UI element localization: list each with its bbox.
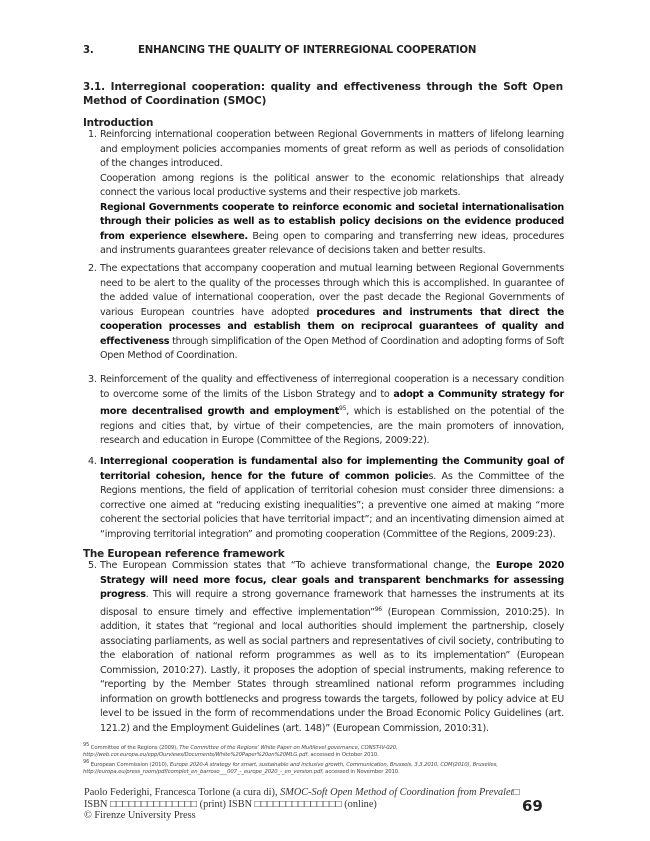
item-paragraph: The European Commission states that “To achieve transformational change, the Europe 2020 Strategy will need more focus, clear goals and transparent benchmarks for assessing progress. This will require a strong governance framework that harnesses the instruments at its disposal to ensure timely and effective implementation”$^{96}$ (European Commission, 2010:25). In addition, it states that “regional and local authorities should implement the partnership, closely associating parliaments, as well as social partners and representatives of civil society, contributing to the elaboration of national reform programmes as well as to its implementation” (European Commission, 2010:27). Lastly, it proposes the adoption of special instruments, making reference to “reporting by the Member States through streamlined national reform programmes including information on growth bottlenecks and progress towards the targets, followed by policy advice at EU level to be issued in the form of recommendations under the Broad Economic Policy Guidelines (art. 121.2) and the Employment Guidelines (art. 148)” (European Commission, 2010:31). <box>100 560 565 734</box>
item-number: 1. <box>88 129 97 140</box>
item-number: 3. <box>88 374 97 385</box>
item-paragraph: The expectations that accompany cooperation and mutual learning between Regional Governments need to be alert to the quality of the processes through which this is accomplished. In guarantee of the added value of international cooperation, over the past decade the Regional Governments of various European countries have adopted procedures and instruments that direct the cooperation processes and establish them on reciprocal guarantees of quality and effectiveness through simplification of the Open Method of Coordination and adopting forms of Soft Open Method of Coordination. <box>100 263 564 361</box>
emphasis-text: adopt a Community strategy for more decentralised growth and employment <box>100 388 564 418</box>
item-paragraph: Reinforcing international cooperation between Regional Governments in matters of lifelong learning and employment policies accompanies moments of great reform as well as periods of consolidation of the changes introduced. <box>100 129 564 169</box>
page-number: 69 <box>522 797 543 815</box>
chapter-number: 3. <box>83 45 94 56</box>
emphasis-text: Europe 2020 Strategy will need more focus, clear goals and transparent benchmarks for assessing progress <box>100 560 565 600</box>
item-paragraph: Regional Governments cooperate to reinforce economic and societal internationalisation through their policies as well as to establish policy decisions on the evidence produced from experience elsewhere. Being open to comparing and transferring new ideas, procedures and instruments guarantees greater relevance of decisions taken and better results. <box>100 201 564 256</box>
footnote-ref[interactable]: 95 <box>339 405 347 412</box>
footnote-96: $^{96}$ European Commission (2010), Europe 2020-A strategy for smart, sustainable and inclusive growth, Communication, Brussels, 3.3.2010, COM(2010), Bruxelles, http://europa.eu/press_room/pdf/complet_en_barroso___007_-_europe_2020_-_en_version.pdf, accessed in November 2010. <box>83 758 498 775</box>
item-number: 4. <box>88 456 97 467</box>
item-paragraph: Interregional cooperation is fundamental also for implementing the Community goal of territorial cohesion, hence for the future of common policies. As the Committee of the Regions mentions, the field of application of territorial cohesion must consider three dimensions: a corrective one aimed at “reducing existing inequalities”; a preventive one aimed at making “more coherent the sectorial policies that have territorial impact”; and an incentivating dimension aimed at “improving territorial integration” and promoting cooperation (Committee of the Regions, 2009:23). <box>100 456 564 540</box>
list-item-3 <box>88 373 565 449</box>
emphasis-text: Regional Governments cooperate to reinforce economic and societal internationalisation through their policies as well as to establish policy decisions on the evidence produced from experience elsewhere. <box>100 201 564 242</box>
list-item-2 <box>88 262 564 364</box>
footer-isbn: ISBN □□□□□□□□□□□□□□ (print) ISBN □□□□□□□□□□□□□□ (online) <box>84 798 377 810</box>
chapter-heading <box>83 45 476 56</box>
section-title: 3.1. Interregional cooperation: quality and effectiveness through the Soft Open Method of Coordination (SMOC) <box>83 81 563 107</box>
book-title: SMOC-Soft Open Method of Coordination from Prevalet□ <box>280 787 520 798</box>
list-item-5 <box>88 559 565 736</box>
footnote-ref[interactable]: 96 <box>374 605 382 613</box>
item-number: 5. <box>88 560 97 571</box>
emphasis-text: procedures and instruments that direct the cooperation processes and establish them on reciprocal guarantees of quality and effectiveness <box>100 306 564 347</box>
page-footer <box>84 787 520 822</box>
item-number: 2. <box>88 263 97 274</box>
list-item-4 <box>88 455 564 542</box>
footnotes <box>83 742 563 776</box>
footer-copyright: © Firenze University Press <box>84 810 196 821</box>
subhead-introduction: Introduction <box>83 117 154 129</box>
subhead-framework: The European reference framework <box>83 548 285 560</box>
footer-citation: Paolo Federighi, Francesca Torlone (a cura di), SMOC-Soft Open Method of Coordination from Prevalet□ <box>84 787 520 798</box>
emphasis-text: Interregional cooperation is fundamental also for implementing the Community goal of territorial cohesion, hence for the future of common policie <box>100 456 564 482</box>
list-item-1 <box>88 128 564 259</box>
chapter-title: ENHANCING THE QUALITY OF INTERREGIONAL COOPERATION <box>138 45 477 56</box>
item-paragraph: Reinforcement of the quality and effectiveness of interregional cooperation is a necessary condition to overcome some of the limits of the Lisbon Strategy and to adopt a Community strategy for more decentralised growth and employment$^{95}$, which is established on the potential of the regions and cities that, by virtue of their competencies, are the main promoters of innovation, research and education in Europe (Committee of the Regions, 2009:22). <box>100 374 565 447</box>
footnote-95: $^{95}$ Committee of the Regions (2009), The Committee of the Regions’ White Paper on Multilevel governance, CONST-IV-020, http://web.cor.europa.eu/epp/Ourviews/Documents/White%20Paper%20on%20MLG.pdf, accessed in October 2010. <box>83 742 398 758</box>
item-paragraph: Cooperation among regions is the political answer to the economic relationships that already connect the various local productive systems and their respective job markets. <box>100 172 564 198</box>
